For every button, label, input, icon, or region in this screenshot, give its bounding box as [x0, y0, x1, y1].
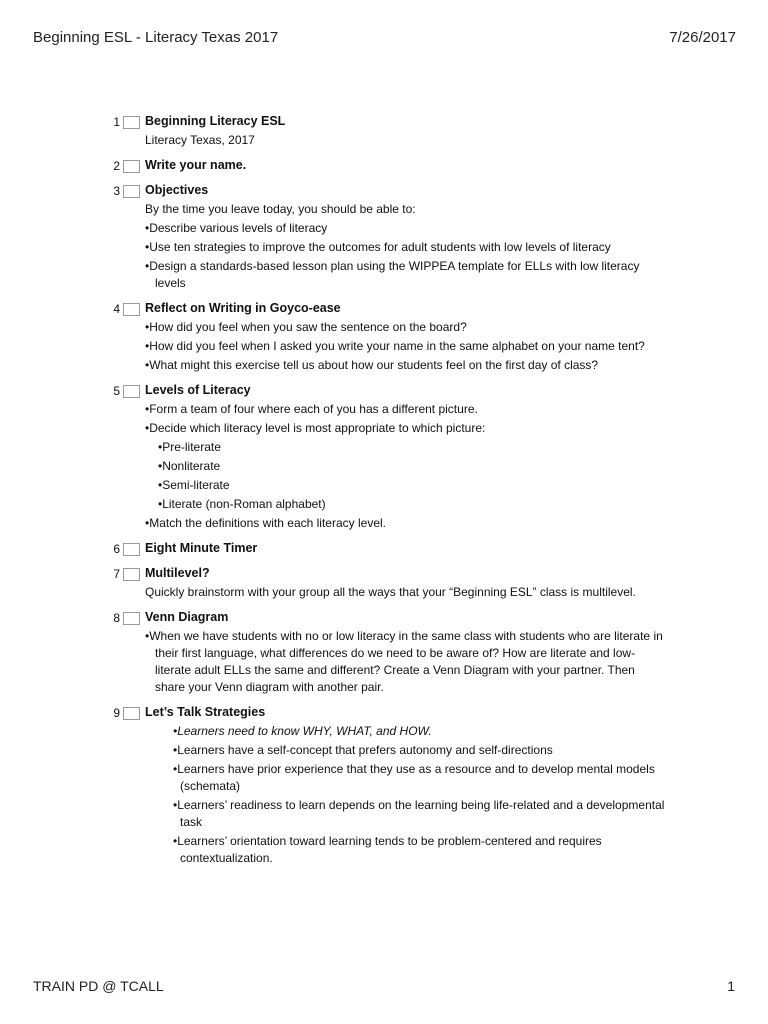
item-title: Venn Diagram — [145, 610, 229, 624]
item-description: Quickly brainstorm with your group all the ways that your “Beginning ESL” class is multilevel. — [145, 585, 636, 599]
document-header-title: Beginning ESL - Literacy Texas 2017 — [33, 29, 279, 46]
item-checkbox[interactable] — [123, 543, 140, 556]
bullet-point: • Learners have prior experience that they use as a resource and to develop mental models (schemata) — [173, 761, 668, 795]
item-checkbox[interactable] — [123, 568, 140, 581]
item-checkbox[interactable] — [123, 160, 140, 173]
bullet-point: • When we have students with no or low literacy in the same class with students who are literate in their first language, what differences do we need to be aware of? How are literate and low-literate adult ELLs the same and different? Create a Venn Diagram with your partner. Then share your Venn diagram with another pair. — [145, 628, 668, 696]
agenda-item — [0, 564, 768, 601]
item-description: Literacy Texas, 2017 — [145, 133, 255, 147]
item-number: 1 — [113, 115, 120, 129]
item-number: 8 — [113, 611, 120, 625]
bullet-point: • How did you feel when you saw the sentence on the board? — [145, 319, 668, 336]
agenda-item — [0, 608, 768, 696]
item-checkbox[interactable] — [123, 707, 140, 720]
item-title: Eight Minute Timer — [145, 541, 258, 555]
item-title: Levels of Literacy — [145, 383, 251, 397]
bullet-point: • Use ten strategies to improve the outcomes for adult students with low levels of literacy — [145, 239, 668, 256]
item-checkbox[interactable] — [123, 612, 140, 625]
item-number: 3 — [113, 184, 120, 198]
item-title: Beginning Literacy ESL — [145, 114, 286, 128]
bullet-point: • Pre-literate — [158, 439, 668, 456]
bullet-point: • Learners’ readiness to learn depends on the learning being life-related and a developmental task — [173, 797, 668, 831]
item-title: Multilevel? — [145, 566, 210, 580]
agenda-item — [0, 703, 768, 867]
agenda-item — [0, 112, 768, 149]
bullet-point: • Semi-literate — [158, 477, 668, 494]
item-number: 9 — [113, 706, 120, 720]
bullet-point: • Design a standards-based lesson plan using the WIPPEA template for ELLs with low literacy levels — [145, 258, 668, 292]
item-number: 2 — [113, 159, 120, 173]
bullet-point: • How did you feel when I asked you write your name in the same alphabet on your name tent? — [145, 338, 668, 355]
agenda-item — [0, 299, 768, 374]
page-number: 1 — [727, 978, 735, 994]
bullet-point: • Nonliterate — [158, 458, 668, 475]
bullet-point: • Match the definitions with each literacy level. — [145, 515, 668, 532]
bullet-point: • Literate (non-Roman alphabet) — [158, 496, 668, 513]
bullet-point: • Learners need to know WHY, WHAT, and HOW. — [173, 723, 668, 740]
footer-label: TRAIN PD @ TCALL — [33, 978, 164, 994]
item-number: 5 — [113, 384, 120, 398]
bullet-point: • Learners’ orientation toward learning tends to be problem-centered and requires contextualization. — [173, 833, 668, 867]
item-checkbox[interactable] — [123, 116, 140, 129]
item-title: Objectives — [145, 183, 209, 197]
agenda-item — [0, 381, 768, 532]
bullet-point: • Describe various levels of literacy — [145, 220, 668, 237]
item-number: 6 — [113, 542, 120, 556]
bullet-point: • Decide which literacy level is most appropriate to which picture: — [145, 420, 668, 437]
item-checkbox[interactable] — [123, 185, 140, 198]
item-title: Write your name. — [145, 158, 247, 172]
bullet-point: • Form a team of four where each of you has a different picture. — [145, 401, 668, 418]
bullet-point: • Learners have a self-concept that prefers autonomy and self-directions — [173, 742, 668, 759]
item-title: Let’s Talk Strategies — [145, 705, 266, 719]
agenda-item — [0, 539, 768, 557]
agenda-item — [0, 181, 768, 292]
item-number: 4 — [113, 302, 120, 316]
item-title: Reflect on Writing in Goyco-ease — [145, 301, 341, 315]
document-header-date: 7/26/2017 — [669, 29, 736, 46]
agenda-list — [0, 112, 768, 874]
item-number: 7 — [113, 567, 120, 581]
agenda-item — [0, 156, 768, 174]
item-description: By the time you leave today, you should be able to: — [145, 202, 416, 216]
item-checkbox[interactable] — [123, 303, 140, 316]
bullet-point: • What might this exercise tell us about how our students feel on the first day of class? — [145, 357, 668, 374]
item-checkbox[interactable] — [123, 385, 140, 398]
